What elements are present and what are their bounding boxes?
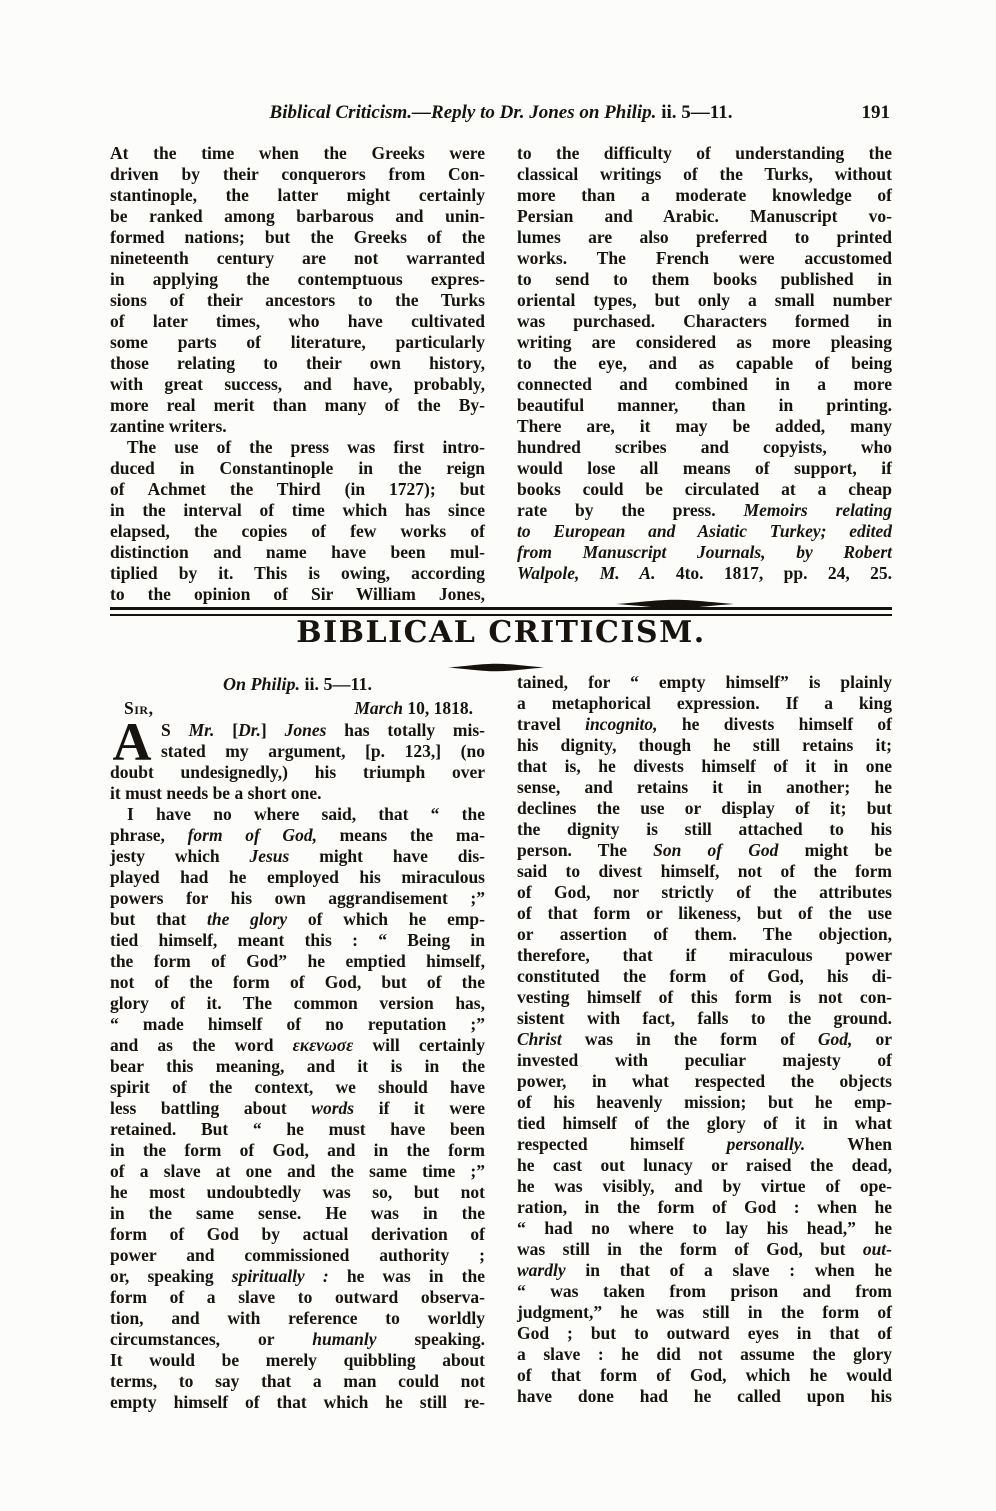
text-line: to the difficulty of understanding the	[517, 143, 892, 163]
text-line: God ; but to outward eyes in that of	[517, 1323, 892, 1343]
upper-left-column	[110, 143, 485, 605]
text-line: tied himself, meant this : “ Being in	[110, 930, 485, 950]
text-line: was still in the form of God, but out-	[517, 1239, 892, 1259]
text-line: power and commissioned authority ;	[110, 1245, 485, 1265]
text-line: the form of God” he emptied himself,	[110, 951, 485, 971]
text-line: The use of the press was first intro-	[127, 437, 485, 457]
dateline: March 10, 1818.	[354, 698, 473, 718]
text-line: formed nations; but the Greeks of the	[110, 227, 485, 247]
text-line: of a slave at one and the same time ;”	[110, 1161, 485, 1181]
text-line: bear this meaning, and it is in the	[110, 1056, 485, 1076]
text-line: wardly in that of a slave : when he	[517, 1260, 892, 1280]
text-line: works. The French were accustomed	[517, 248, 892, 268]
text-line: in the interval of time which has since	[110, 500, 485, 520]
paragraph	[517, 143, 892, 584]
paragraph	[517, 672, 892, 1407]
paragraph	[110, 712, 485, 804]
text-line: a slave : he did not assume the glory	[517, 1344, 892, 1364]
previous-article-columns	[110, 143, 892, 605]
text-line: There are, it may be added, many	[517, 416, 892, 436]
paragraph	[110, 143, 485, 437]
text-line: but that the glory of which he emp-	[110, 909, 485, 929]
text-line: of later times, who have cultivated	[110, 311, 485, 331]
text-line: have done had he called upon his	[517, 1386, 892, 1406]
text-line: It would be merely quibbling about	[110, 1350, 485, 1370]
paragraph	[110, 437, 485, 605]
text-line: distinction and name have been mul-	[110, 542, 485, 562]
text-line: with great success, and have, probably,	[110, 374, 485, 394]
text-line: power, in what respected the objects	[517, 1071, 892, 1091]
text-line: he cast out lunacy or raised the dead,	[517, 1155, 892, 1175]
text-line: retained. But “ he must have been	[110, 1119, 485, 1139]
text-line: oriental types, but only a small number	[517, 290, 892, 310]
text-line: doubt undesignedly,) his triumph over	[110, 762, 485, 782]
text-line: to the opinion of Sir William Jones,	[110, 584, 485, 604]
swelled-rule-icon	[448, 663, 544, 672]
text-line: rate by the press. Memoirs relating	[517, 500, 892, 520]
text-line: more real merit than many of the By-	[110, 395, 485, 415]
text-line: tion, and with reference to worldly	[110, 1308, 485, 1328]
text-line: that is, he divests himself of it in one	[517, 756, 892, 776]
text-line: some parts of literature, particularly	[110, 332, 485, 352]
text-line: Walpole, M. A. 4to. 1817, pp. 24, 25.	[517, 563, 893, 583]
text-line: powers for his own aggrandisement ;”	[110, 888, 485, 908]
text-line: tied himself of the glory of it in what	[517, 1113, 892, 1133]
text-line: was purchased. Characters formed in	[517, 311, 892, 331]
text-line: beautiful manner, than in printing.	[517, 395, 892, 415]
text-line: the dignity is still attached to his	[517, 819, 892, 839]
text-line: to the eye, and as capable of being	[517, 353, 892, 373]
text-line: not of the form of God, but of the	[110, 972, 485, 992]
text-line: in the same sense. He was in the	[110, 1203, 485, 1223]
text-line: duced in Constantinople in the reign	[110, 458, 485, 478]
running-title: Biblical Criticism.—Reply to Dr. Jones on Philip. ii. 5—11.	[269, 102, 733, 123]
text-line: of that form of God, which he would	[517, 1365, 892, 1385]
text-line: his dignity, though he still retains it;	[517, 735, 892, 755]
text-line: nineteenth century are not warranted	[110, 248, 485, 268]
text-line: stated my argument, [p. 123,] (no	[161, 741, 485, 761]
lower-left-column	[110, 672, 485, 1413]
text-line: a metaphorical expression. If a king	[517, 693, 892, 713]
text-line: books could be circulated at a cheap	[517, 479, 892, 499]
salutation: Sir,	[124, 698, 154, 718]
section-title: BIBLICAL CRITICISM.	[296, 615, 706, 650]
text-line: in the form of God, and in the form	[110, 1140, 485, 1160]
text-line: “ had no where to lay his head,” he	[517, 1218, 892, 1238]
text-line: and as the word εκενωσε will certainly	[110, 1035, 485, 1055]
text-line: form of a slave to outward observa-	[110, 1287, 485, 1307]
text-line: At the time when the Greeks were	[110, 143, 485, 163]
text-line: of Achmet the Third (in 1727); but	[110, 479, 485, 499]
text-line: in applying the contemptuous expres-	[110, 269, 485, 289]
text-line: declines the use or display of it; but	[517, 798, 892, 818]
text-line: from Manuscript Journals, by Robert	[517, 542, 892, 562]
text-line: sense, and retains it in another; he	[517, 777, 892, 797]
text-line: classical writings of the Turks, without	[517, 164, 892, 184]
lower-right-column	[517, 672, 892, 1413]
text-line: jesty which Jesus might have dis-	[110, 846, 485, 866]
text-line: constituted the form of God, his di-	[517, 966, 892, 986]
text-line: connected and combined in a more	[517, 374, 892, 394]
text-line: empty himself of that which he still re-	[110, 1392, 485, 1412]
text-line: Christ was in the form of God, or	[517, 1029, 892, 1049]
text-line: it must needs be a short one.	[110, 783, 322, 803]
text-line: circumstances, or humanly speaking.	[110, 1329, 486, 1349]
text-line: judgment,” he was still in the form of	[517, 1302, 892, 1322]
article-heading: On Philip. ii. 5—11.	[222, 674, 373, 694]
text-line: of that form or likeness, but of the use	[517, 903, 892, 923]
page-number: 191	[861, 102, 890, 123]
reply-article-columns	[110, 672, 892, 1413]
text-line: he was visibly, and by virtue of ope-	[517, 1176, 892, 1196]
text-line: travel incognito, he divests himself of	[517, 714, 892, 734]
text-line: terms, to say that a man could not	[110, 1371, 485, 1391]
text-line: writing are considered as more pleasing	[517, 332, 892, 352]
text-line: sistent with fact, falls to the ground.	[517, 1008, 892, 1028]
text-line: or assertion of them. The objection,	[517, 924, 892, 944]
text-line: S Mr. [Dr.] Jones has totally mis-	[161, 720, 485, 740]
text-line: zantine writers.	[110, 416, 227, 436]
text-line: vesting himself of this form is not con-	[517, 987, 892, 1007]
text-line: person. The Son of God might be	[517, 840, 893, 860]
text-line: stantinople, the latter might certainly	[110, 185, 485, 205]
text-line: elapsed, the copies of few works of	[110, 521, 485, 541]
text-line: to send to them books published in	[517, 269, 892, 289]
text-line: played had he employed his miraculous	[110, 867, 485, 887]
text-line: be ranked among barbarous and unin-	[110, 206, 485, 226]
paragraph	[110, 804, 485, 1413]
text-line: therefore, that if miraculous power	[517, 945, 892, 965]
text-line: to European and Asiatic Turkey; edited	[517, 521, 892, 541]
text-line: those relating to their own history,	[110, 353, 485, 373]
text-line: phrase, form of God, means the ma-	[110, 825, 485, 845]
text-line: more than a moderate knowledge of	[517, 185, 892, 205]
text-line: form of God by actual derivation of	[110, 1224, 485, 1244]
text-line: spirit of the context, we should have	[110, 1077, 485, 1097]
text-line: invested with peculiar majesty of	[517, 1050, 892, 1070]
text-line: of his heavenly mission; but he emp-	[517, 1092, 892, 1112]
text-line: glory of it. The common version has,	[110, 993, 485, 1013]
text-line: tiplied by it. This is owing, according	[110, 563, 485, 583]
text-line: Persian and Arabic. Manuscript vo-	[517, 206, 892, 226]
running-head	[110, 100, 892, 126]
lower-left-column-body	[110, 712, 486, 1413]
text-line: or, speaking spiritually : he was in the	[110, 1266, 485, 1286]
text-line: “ made himself of no reputation ;”	[110, 1014, 485, 1034]
text-line: sions of their ancestors to the Turks	[110, 290, 485, 310]
text-line: he most undoubtedly was so, but not	[110, 1182, 485, 1202]
text-line: lumes are also preferred to printed	[517, 227, 892, 247]
text-line: less battling about words if it were	[110, 1098, 485, 1118]
upper-right-column	[517, 143, 892, 605]
text-line: I have no where said, that “ the	[127, 804, 485, 824]
text-line: would lose all means of support, if	[517, 458, 892, 478]
text-line: hundred scribes and copyists, who	[517, 437, 892, 457]
text-line: tained, for “ empty himself” is plainly	[517, 672, 892, 692]
salutation-row	[110, 696, 485, 720]
text-line: “ was taken from prison and from	[517, 1281, 892, 1301]
text-line: ration, in the form of God : when he	[517, 1197, 892, 1217]
text-line: respected himself personally. When	[517, 1134, 892, 1154]
text-line: of God, nor strictly of the attributes	[517, 882, 892, 902]
text-line: said to divest himself, not of the form	[517, 861, 892, 881]
text-line: driven by their conquerors from Con-	[110, 164, 485, 184]
drop-cap: A	[112, 712, 152, 772]
